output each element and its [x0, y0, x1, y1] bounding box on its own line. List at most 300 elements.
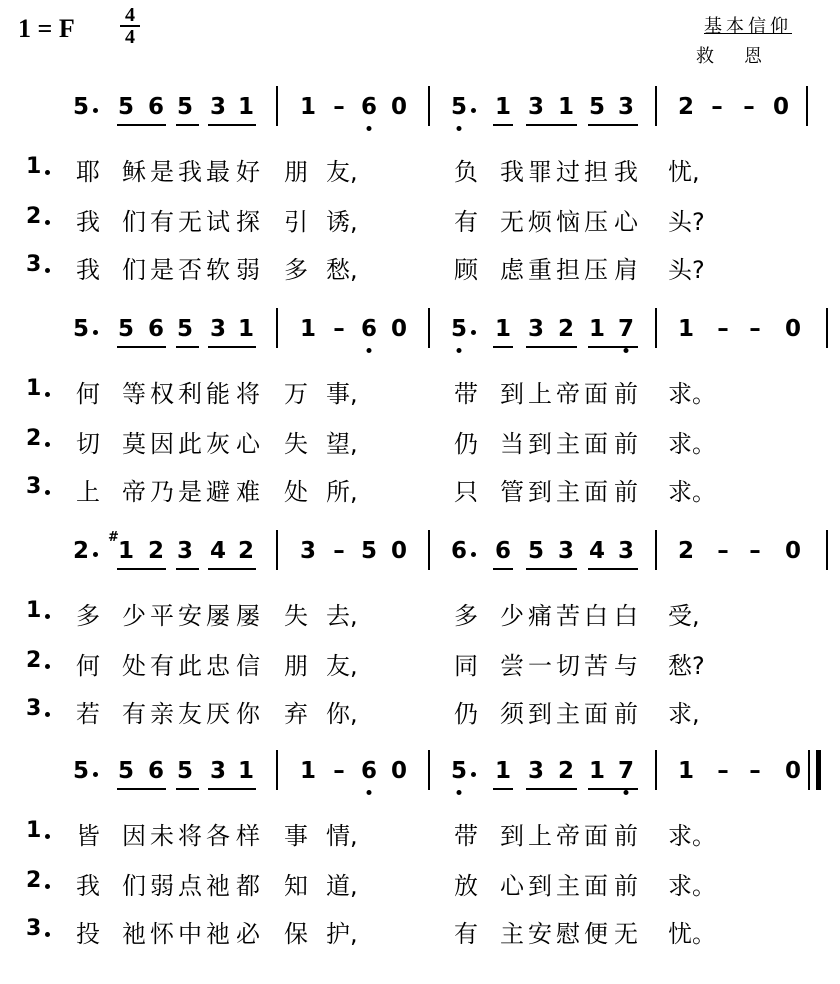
beam-underline: [526, 568, 577, 570]
lyric-syllable: 愁,: [326, 256, 358, 284]
lyric-syllable: 到: [528, 478, 552, 506]
lyric-syllable: 面: [584, 430, 608, 458]
lyric-syllable: 便: [584, 920, 608, 948]
note: 5: [360, 538, 378, 564]
note: 2: [147, 538, 165, 564]
barline: [276, 308, 278, 348]
lyric-syllable: 尝: [500, 652, 524, 680]
lyric-syllable: 心: [500, 872, 524, 900]
note: 6: [494, 538, 512, 564]
time-numerator: 4: [125, 4, 135, 26]
lyric-syllable: 当: [500, 430, 524, 458]
lyric-syllable: 同: [454, 652, 478, 680]
verse-number-dot: [45, 490, 50, 495]
lyric-syllable: 因: [150, 430, 174, 458]
note: 5: [450, 94, 468, 120]
lyric-syllable: 屡: [206, 602, 230, 630]
lyric-syllable: 苦: [584, 652, 608, 680]
lyric-syllable: 无: [500, 208, 524, 236]
note: –: [711, 94, 723, 120]
beam-underline: [588, 788, 638, 790]
lyric-syllable: 虑: [500, 256, 524, 284]
beam-underline: [176, 346, 199, 348]
lyric-line: [0, 594, 840, 634]
augmentation-dot: [471, 552, 476, 557]
lyric-syllable: 求。: [668, 872, 716, 900]
song-title: 基本信仰: [704, 16, 792, 37]
lower-octave-dot: [367, 348, 372, 353]
beam-underline: [493, 568, 513, 570]
lyric-syllable: 万: [284, 380, 308, 408]
lyric-syllable: 有: [150, 208, 174, 236]
lyric-syllable: 放: [454, 872, 478, 900]
lyric-syllable: 我: [178, 158, 202, 186]
lyric-syllable: 忠: [206, 652, 230, 680]
lyric-syllable: 主: [556, 478, 580, 506]
verse-number-dot: [45, 220, 50, 225]
verse-number-dot: [45, 884, 50, 889]
lyric-syllable: 与: [614, 652, 638, 680]
verse-number: 1: [26, 154, 42, 179]
lyric-syllable: 须: [500, 700, 524, 728]
note: 1: [494, 94, 512, 120]
note: 0: [772, 94, 790, 120]
lyric-line: [0, 470, 840, 510]
lyric-syllable: 少: [500, 602, 524, 630]
lyric-syllable: 面: [584, 822, 608, 850]
lyric-syllable: 何: [76, 380, 100, 408]
lyric-syllable: 主: [556, 872, 580, 900]
augmentation-dot: [93, 772, 98, 777]
lyric-line: [0, 248, 840, 288]
lyric-syllable: 难: [236, 478, 260, 506]
verse-number: 2: [26, 204, 42, 229]
note: 5: [117, 758, 135, 784]
barline: [428, 530, 430, 570]
notation-system: [0, 748, 840, 808]
lyric-syllable: 多: [454, 602, 478, 630]
lyric-syllable: 点: [178, 872, 202, 900]
song-author: 救恩: [696, 46, 792, 67]
beam-underline: [117, 568, 166, 570]
lyric-syllable: 望,: [326, 430, 358, 458]
note: 0: [784, 538, 802, 564]
beam-underline: [493, 788, 513, 790]
lyric-syllable: 白: [614, 602, 638, 630]
lyric-syllable: 皆: [76, 822, 100, 850]
lyric-syllable: 弱: [150, 872, 174, 900]
note: 1: [237, 94, 255, 120]
augmentation-dot: [471, 772, 476, 777]
note: 4: [588, 538, 606, 564]
lyric-syllable: 有: [454, 920, 478, 948]
lyric-syllable: 朋: [284, 158, 308, 186]
lower-octave-dot: [624, 348, 629, 353]
note: 1: [299, 758, 317, 784]
lyric-syllable: 求。: [668, 822, 716, 850]
lyric-syllable: 试: [206, 208, 230, 236]
lyric-syllable: 我: [76, 256, 100, 284]
lyric-syllable: 面: [584, 872, 608, 900]
note: 2: [72, 538, 90, 564]
lyric-syllable: 厌: [206, 700, 230, 728]
lyric-syllable: 上: [528, 822, 552, 850]
verse-number-dot: [45, 664, 50, 669]
lyric-syllable: 稣: [122, 158, 146, 186]
verse-number-dot: [45, 268, 50, 273]
verse-number-dot: [45, 834, 50, 839]
lyric-syllable: 诱,: [326, 208, 358, 236]
lyric-syllable: 能: [206, 380, 230, 408]
note: 3: [299, 538, 317, 564]
lyric-syllable: 受,: [668, 602, 700, 630]
note: 2: [677, 94, 695, 120]
note: 3: [176, 538, 194, 564]
note: 5: [117, 316, 135, 342]
lyric-syllable: 信: [236, 652, 260, 680]
lyric-syllable: 有: [454, 208, 478, 236]
lyric-syllable: 失: [284, 430, 308, 458]
lyric-syllable: 事,: [326, 380, 358, 408]
sharp-sign: #: [108, 530, 119, 545]
notation-system: [0, 84, 840, 144]
note: –: [749, 316, 761, 342]
augmentation-dot: [93, 330, 98, 335]
note: 4: [209, 538, 227, 564]
lyric-syllable: 苦: [556, 602, 580, 630]
lyric-syllable: 此: [178, 430, 202, 458]
lyric-syllable: 等: [122, 380, 146, 408]
note: 0: [390, 758, 408, 784]
note: 6: [360, 758, 378, 784]
lyric-syllable: 祂: [122, 920, 146, 948]
note: –: [333, 316, 345, 342]
lyric-line: [0, 864, 840, 904]
lyric-syllable: 一: [528, 652, 552, 680]
lyric-syllable: 压: [584, 256, 608, 284]
lyric-syllable: 处: [284, 478, 308, 506]
lyric-syllable: 避: [206, 478, 230, 506]
lyric-syllable: 莫: [122, 430, 146, 458]
lyric-syllable: 必: [236, 920, 260, 948]
lyric-syllable: 管: [500, 478, 524, 506]
note: 5: [176, 94, 194, 120]
lyric-syllable: 忧,: [668, 158, 700, 186]
lyric-syllable: 平: [150, 602, 174, 630]
barline: [276, 86, 278, 126]
lower-octave-dot: [624, 790, 629, 795]
lyric-syllable: 友,: [326, 652, 358, 680]
lower-octave-dot: [457, 348, 462, 353]
note: 2: [557, 316, 575, 342]
lyric-syllable: 切: [76, 430, 100, 458]
lyric-syllable: 你: [236, 700, 260, 728]
note: –: [743, 94, 755, 120]
lyric-syllable: 担: [556, 256, 580, 284]
note: 3: [617, 538, 635, 564]
note: 0: [784, 758, 802, 784]
note: 5: [176, 758, 194, 784]
note: 1: [588, 758, 606, 784]
lyric-syllable: 白: [584, 602, 608, 630]
lyric-syllable: 担: [584, 158, 608, 186]
lyric-syllable: 失: [284, 602, 308, 630]
verse-number-dot: [45, 442, 50, 447]
lyric-syllable: 保: [284, 920, 308, 948]
note: –: [717, 538, 729, 564]
barline: [655, 750, 657, 790]
verse-number: 1: [26, 598, 42, 623]
lyric-syllable: 帝: [556, 822, 580, 850]
lyric-syllable: 仍: [454, 700, 478, 728]
lyric-syllable: 帝: [556, 380, 580, 408]
lyric-syllable: 将: [236, 380, 260, 408]
lyric-syllable: 去,: [326, 602, 358, 630]
lyric-syllable: 弱: [236, 256, 260, 284]
lyric-syllable: 多: [76, 602, 100, 630]
beam-underline: [526, 346, 577, 348]
lyric-syllable: 有: [122, 700, 146, 728]
note: 6: [450, 538, 468, 564]
lyric-syllable: 处: [122, 652, 146, 680]
augmentation-dot: [471, 108, 476, 113]
note: 3: [209, 316, 227, 342]
lyric-syllable: 护,: [326, 920, 358, 948]
notation-system: [0, 528, 840, 588]
lyric-syllable: 只: [454, 478, 478, 506]
lyric-syllable: 求。: [668, 478, 716, 506]
lyric-syllable: 到: [500, 380, 524, 408]
note: 5: [450, 316, 468, 342]
beam-underline: [117, 346, 166, 348]
lyric-line: [0, 644, 840, 684]
lyric-syllable: 少: [122, 602, 146, 630]
verse-number-dot: [45, 392, 50, 397]
lyric-syllable: 到: [528, 430, 552, 458]
lyric-syllable: 前: [614, 430, 638, 458]
lyric-syllable: 我: [614, 158, 638, 186]
verse-number: 2: [26, 426, 42, 451]
lyric-syllable: 过: [556, 158, 580, 186]
note: 3: [209, 94, 227, 120]
barline: [276, 530, 278, 570]
barline: [826, 530, 828, 570]
note: 1: [494, 758, 512, 784]
beam-underline: [588, 568, 638, 570]
note: 1: [299, 94, 317, 120]
note: 3: [527, 758, 545, 784]
lyric-syllable: 负: [454, 158, 478, 186]
lyric-syllable: 帝: [122, 478, 146, 506]
barline: [276, 750, 278, 790]
note: 5: [588, 94, 606, 120]
note: 5: [72, 94, 90, 120]
note: 3: [527, 94, 545, 120]
lyric-syllable: 未: [150, 822, 174, 850]
lyric-syllable: 上: [528, 380, 552, 408]
lyric-syllable: 利: [178, 380, 202, 408]
lyric-syllable: 上: [76, 478, 100, 506]
lyric-syllable: 罪: [528, 158, 552, 186]
beam-underline: [117, 124, 166, 126]
lyric-line: [0, 692, 840, 732]
lyric-syllable: 切: [556, 652, 580, 680]
lyric-syllable: 忧。: [668, 920, 716, 948]
note: –: [333, 758, 345, 784]
verse-number: 3: [26, 916, 42, 941]
note: 0: [390, 94, 408, 120]
note: 7: [617, 316, 635, 342]
note: –: [717, 316, 729, 342]
lyric-syllable: 愁?: [668, 652, 705, 680]
note: 5: [72, 758, 90, 784]
beam-underline: [176, 788, 199, 790]
note: 1: [494, 316, 512, 342]
verse-number: 3: [26, 474, 42, 499]
lyric-syllable: 友,: [326, 158, 358, 186]
lyric-syllable: 都: [236, 872, 260, 900]
lyric-syllable: 中: [178, 920, 202, 948]
lyric-syllable: 最: [206, 158, 230, 186]
note: 5: [117, 94, 135, 120]
lyric-syllable: 若: [76, 700, 100, 728]
lyric-syllable: 无: [178, 208, 202, 236]
lyric-syllable: 道,: [326, 872, 358, 900]
note: –: [717, 758, 729, 784]
lyric-syllable: 你,: [326, 700, 358, 728]
lyric-syllable: 知: [284, 872, 308, 900]
lyric-syllable: 压: [584, 208, 608, 236]
lyric-syllable: 心: [614, 208, 638, 236]
beam-underline: [588, 124, 638, 126]
note: –: [333, 94, 345, 120]
verse-number-dot: [45, 712, 50, 717]
lyric-syllable: 有: [150, 652, 174, 680]
lyric-syllable: 头?: [668, 256, 705, 284]
lyric-syllable: 否: [178, 256, 202, 284]
note: 0: [390, 538, 408, 564]
note: 1: [237, 758, 255, 784]
lyric-line: [0, 150, 840, 190]
beam-underline: [176, 568, 199, 570]
lower-octave-dot: [367, 790, 372, 795]
note: 5: [72, 316, 90, 342]
barline: [428, 750, 430, 790]
verse-number-dot: [45, 614, 50, 619]
lyric-syllable: 屡: [236, 602, 260, 630]
lyric-syllable: 权: [150, 380, 174, 408]
lyric-syllable: 友: [178, 700, 202, 728]
lyric-syllable: 恼: [556, 208, 580, 236]
verse-number-dot: [45, 932, 50, 937]
lyric-syllable: 前: [614, 700, 638, 728]
lyric-syllable: 肩: [614, 256, 638, 284]
verse-number: 3: [26, 696, 42, 721]
lyric-syllable: 烦: [528, 208, 552, 236]
verse-number: 2: [26, 868, 42, 893]
lyric-syllable: 我: [76, 872, 100, 900]
verse-number: 1: [26, 818, 42, 843]
lyric-syllable: 无: [614, 920, 638, 948]
note: 2: [237, 538, 255, 564]
lyric-syllable: 各: [206, 822, 230, 850]
barline: [826, 308, 828, 348]
lyric-syllable: 前: [614, 822, 638, 850]
lyric-syllable: 头?: [668, 208, 705, 236]
barline: [655, 530, 657, 570]
barline: [808, 750, 810, 790]
note: 5: [527, 538, 545, 564]
lyric-syllable: 顾: [454, 256, 478, 284]
lyric-syllable: 我: [500, 158, 524, 186]
barline: [428, 86, 430, 126]
lyric-syllable: 所,: [326, 478, 358, 506]
lyric-syllable: 到: [528, 872, 552, 900]
note: –: [749, 758, 761, 784]
note: 6: [147, 94, 165, 120]
lyric-syllable: 情,: [326, 822, 358, 850]
lyric-syllable: 因: [122, 822, 146, 850]
beam-underline: [208, 346, 256, 348]
beam-underline: [208, 788, 256, 790]
lyric-syllable: 是: [150, 256, 174, 284]
lyric-syllable: 到: [500, 822, 524, 850]
lyric-syllable: 带: [454, 380, 478, 408]
lyric-syllable: 祂: [206, 872, 230, 900]
augmentation-dot: [471, 330, 476, 335]
lower-octave-dot: [367, 126, 372, 131]
beam-underline: [208, 124, 256, 126]
lower-octave-dot: [457, 790, 462, 795]
note: 5: [450, 758, 468, 784]
verse-number-dot: [45, 170, 50, 175]
note: 6: [147, 316, 165, 342]
lyric-syllable: 何: [76, 652, 100, 680]
lyric-syllable: 们: [122, 256, 146, 284]
notation-system: [0, 306, 840, 366]
lyric-syllable: 探: [236, 208, 260, 236]
lyric-syllable: 好: [236, 158, 260, 186]
beam-underline: [208, 568, 256, 570]
lyric-syllable: 们: [122, 872, 146, 900]
lyric-line: [0, 912, 840, 952]
verse-number: 2: [26, 648, 42, 673]
lyric-syllable: 怀: [150, 920, 174, 948]
lyric-syllable: 带: [454, 822, 478, 850]
note: 1: [237, 316, 255, 342]
lyric-syllable: 乃: [150, 478, 174, 506]
note: 1: [677, 316, 695, 342]
note: 6: [360, 94, 378, 120]
lyric-syllable: 我: [76, 208, 100, 236]
note: –: [333, 538, 345, 564]
lyric-syllable: 主: [500, 920, 524, 948]
note: 0: [390, 316, 408, 342]
note: 2: [677, 538, 695, 564]
lyric-syllable: 此: [178, 652, 202, 680]
key-signature: 1 = F: [18, 14, 75, 43]
note: 1: [588, 316, 606, 342]
final-barline: [816, 750, 821, 790]
lyric-syllable: 安: [178, 602, 202, 630]
lyric-syllable: 灰: [206, 430, 230, 458]
note: 1: [299, 316, 317, 342]
lyric-syllable: 们: [122, 208, 146, 236]
lyric-syllable: 亲: [150, 700, 174, 728]
lyric-line: [0, 814, 840, 854]
lyric-syllable: 求。: [668, 380, 716, 408]
beam-underline: [493, 346, 513, 348]
